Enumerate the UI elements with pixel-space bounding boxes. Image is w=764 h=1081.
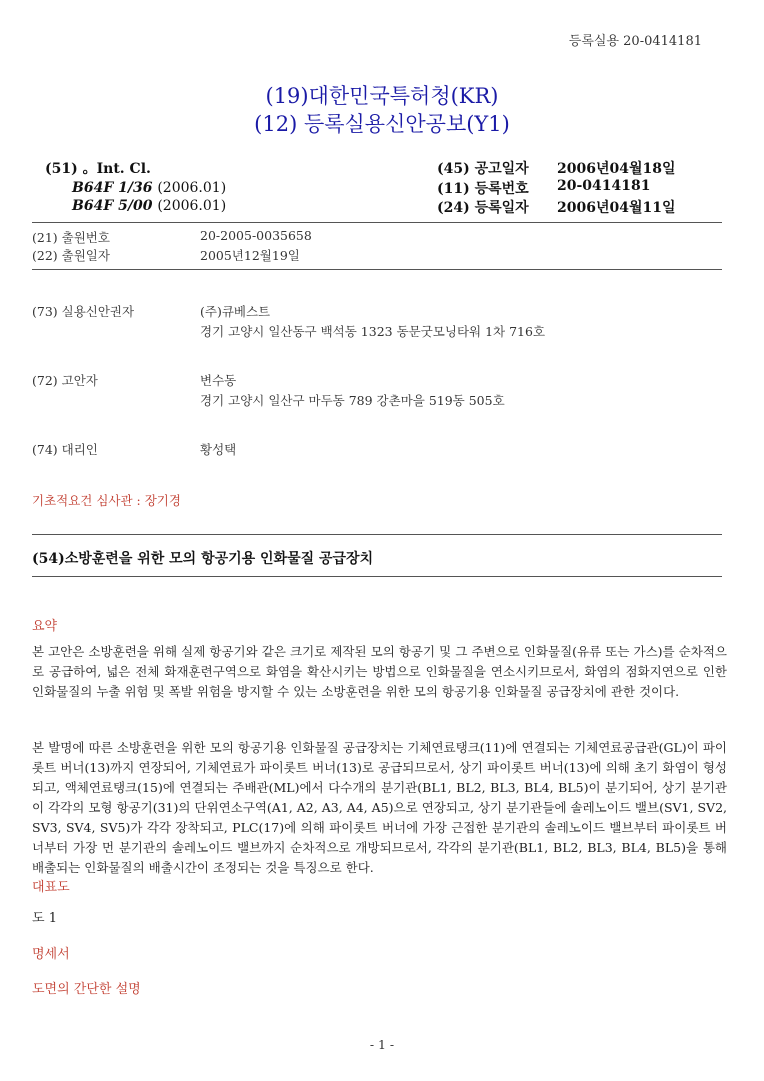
divider	[32, 576, 722, 577]
application-date-label: (22) 출원일자	[32, 248, 110, 263]
holder-address: 경기 고양시 일산동구 백석동 1323 동문굿모닝타워 1차 716호	[200, 324, 546, 339]
publication-date-value: 2006년04월18일	[557, 161, 676, 177]
classification-version: (2006.01)	[157, 198, 227, 214]
divider	[32, 222, 722, 223]
invention-title: (54)소방훈련을 위한 모의 항공기용 인화물질 공급장치	[32, 551, 374, 567]
classification-2	[72, 198, 226, 214]
holder-label: (73) 실용신안권자	[32, 304, 135, 319]
classification-code: B64F 5/00	[72, 198, 153, 214]
publication-date-label: (45) 공고일자	[437, 161, 529, 177]
classification-code: B64F 1/36	[72, 180, 153, 196]
inventor-address: 경기 고양시 일산구 마두동 789 강촌마을 519동 505호	[200, 393, 505, 408]
agent-name: 황성택	[200, 442, 237, 457]
divider	[32, 269, 722, 270]
office-title: (19)대한민국특허청(KR)	[265, 84, 499, 108]
representative-drawing-heading: 대표도	[32, 880, 70, 895]
page-number: - 1 -	[369, 1037, 395, 1052]
divider	[32, 534, 722, 535]
summary-heading: 요약	[32, 619, 58, 634]
summary-paragraph: 본 고안은 소방훈련을 위해 실제 항공기와 같은 크기로 제작된 모의 항공기 및 그 주변으로 인화물질(유류 또는 가스)를 순차적으로 공급하여, 넓은 전체 화재훈련구역으로 화염을 확산시키는 방법으로 인화물질을 연소시키므로서, 화염의 점화지연으로 인한 인화물질의 누출 위험 및 폭발 위험을 방지할 수 있는 소방훈련을 위한 모의 항공기용 인화물질 공급장치에 관한 것이다.	[32, 644, 727, 699]
examiner: 기초적요건 심사관 : 장기경	[32, 493, 181, 508]
classification-version: (2006.01)	[157, 180, 227, 196]
representative-drawing-value: 도 1	[32, 911, 57, 926]
registration-number: 등록실용 20-0414181	[568, 34, 702, 49]
drawings-description-heading: 도면의 간단한 설명	[32, 982, 141, 997]
inventor-name: 변수동	[200, 373, 237, 388]
summary-paragraph: 본 발명에 따른 소방훈련을 위한 모의 항공기용 인화물질 공급장치는 기체연료탱크(11)에 연결되는 기체연료공급관(GL)이 파이롯트 버너(13)까지 연장되어, 기체연료가 파이롯트 버너(13)로 공급되므로서, 상기 파이롯트 버너(13)에 의해 초기 화염이 형성되고, 액체연료탱크(15)에 연결되는 주배관(ML)에서 다수개의 분기관(BL1, BL2, BL3, BL4, BL5)이 분기되어, 상기 분기관이 각각의 모형 항공기(31)의 단위연소구역(A1, A2, A3, A4, A5)으로 연장되고, 상기 분기관들에 솔레노이드 밸브(SV1, SV2, SV3, SV4, SV5)가 각각 장착되고, PLC(17)에 의해 파이롯트 버너에 가장 근접한 분기관의 솔레노이드 밸브부터 파이롯트 버너부터 가장 먼 분기관의 솔레노이드 밸브까지 순차적으로 개방되므로서, 각각의 분기관(BL1, BL2, BL3, BL4, BL5)을 통해 배출되는 인화물질의 배출시간이 조정되는 것을 특징으로 한다.	[32, 740, 727, 875]
registration-number-value: 20-0414181	[557, 178, 651, 194]
classification-1	[72, 180, 226, 196]
inventor-label: (72) 고안자	[32, 373, 98, 388]
registration-number-label: (11) 등록번호	[437, 181, 529, 197]
application-number-label: (21) 출원번호	[32, 230, 110, 245]
application-number-value: 20-2005-0035658	[200, 228, 312, 243]
registration-date-label: (24) 등록일자	[437, 200, 529, 216]
application-date-value: 2005년12월19일	[200, 248, 300, 263]
publication-type-title: (12) 등록실용신안공보(Y1)	[254, 112, 510, 136]
int-cl-label: (51) 。Int. Cl.	[45, 161, 151, 177]
registration-date-value: 2006년04월11일	[557, 200, 676, 216]
holder-name: (주)큐베스트	[200, 304, 271, 319]
agent-label: (74) 대리인	[32, 442, 98, 457]
specification-heading: 명세서	[32, 947, 70, 962]
